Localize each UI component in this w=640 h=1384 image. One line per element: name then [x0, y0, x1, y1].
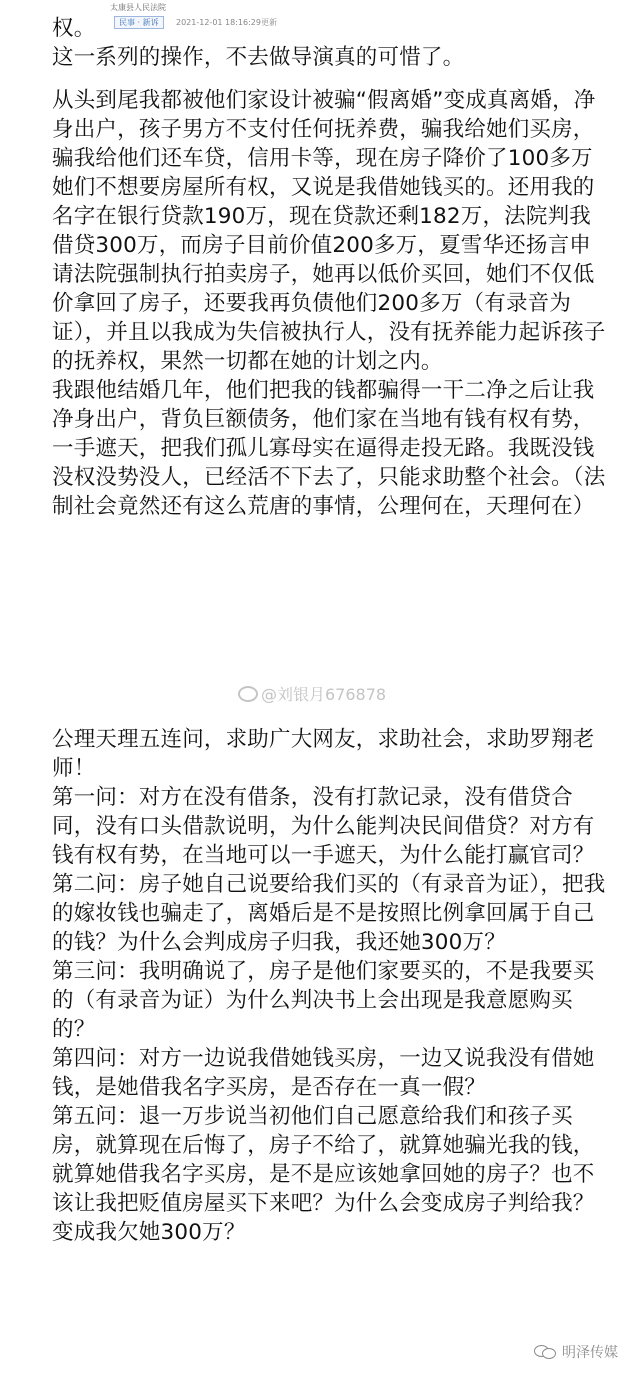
court-name: 太康县人民法院 [110, 3, 166, 12]
weibo-watermark [238, 682, 386, 705]
watermark-text: @刘银月676878 [261, 685, 387, 704]
update-timestamp: 2021-12-01 18:16:29更新 [176, 18, 277, 27]
paragraph-intro: 权。 这一系列的操作，不去做导演真的可惜了。 [52, 16, 465, 70]
weibo-icon [238, 686, 258, 702]
brand-text: 明泽传媒 [562, 1345, 618, 1361]
case-type-tag: 民事 · 新诉 [114, 16, 164, 29]
wechat-icon [534, 1345, 558, 1359]
paragraph-account: 从头到尾我都被他们家设计被骗“假离婚”变成真离婚，净身出户，孩子男方不支付任何抚养费，骗我给她们买房，骗我给他们还车贷，信用卡等，现在房子降价了100多万她们不想要房屋所有权，又说是我借她钱买的。还用我的名字在银行贷款190万，现在贷款还剩182万，法院判我借贷300万，而房子目前价值200多万，夏雪华还扬言申请法院强制执行拍卖房子，她再以低价买回，她们不仅低价拿回了房子，还要我再负债他们200多万（有录音为证），并且以我成为失信被执行人，没有抚养能力起诉孩子的抚养权，果然一切都在她的计划之内。 我跟他结婚几年，他们把我的钱都骗得一干二净之后让我净身出户，背负巨额债务，他们家在当地有钱有权有势，一手遮天，把我们孤儿寡母实在逼得走投无路。我既没钱没权没势没人，已经活不下去了，只能求助整个社会。（法制社会竟然还有这么荒唐的事情，公理何在，天理何在） [52, 88, 606, 519]
paragraph-five-questions: 公理天理五连问，求助广大网友，求助社会，求助罗翔老师！ 第一问：对方在没有借条，没有打款记录，没有借贷合同，没有口头借款说明，为什么能判决民间借贷？对方有钱有权有势，在当地可以一手遮天，为什么能打赢官司？ 第二问：房子她自己说要给我们买的（有录音为证），把我的嫁妆钱也骗走了，离婚后是不是按照比例拿回属于自己的钱？为什么会判成房子归我，我还她300万？ 第三问：我明确说了，房子是他们家要买的，不是我要买的（有录音为证）为什么判决书上会出现是我意愿购买的？ 第四问：对方一边说我借她钱买房，一边又说我没有借她钱，是她借我名字买房，是否存在一真一假？ 第五问：退一万步说当初他们自己愿意给我们和孩子买房，就算现在后悔了，房子不给了，就算她骗光我的钱，就算她借我名字买房，是不是应该她拿回她的房子？也不该让我把贬值房屋买下来吧？为什么会变成房子判给我？变成我欠她300万？ [52, 727, 606, 1245]
brand-watermark [534, 1342, 618, 1362]
